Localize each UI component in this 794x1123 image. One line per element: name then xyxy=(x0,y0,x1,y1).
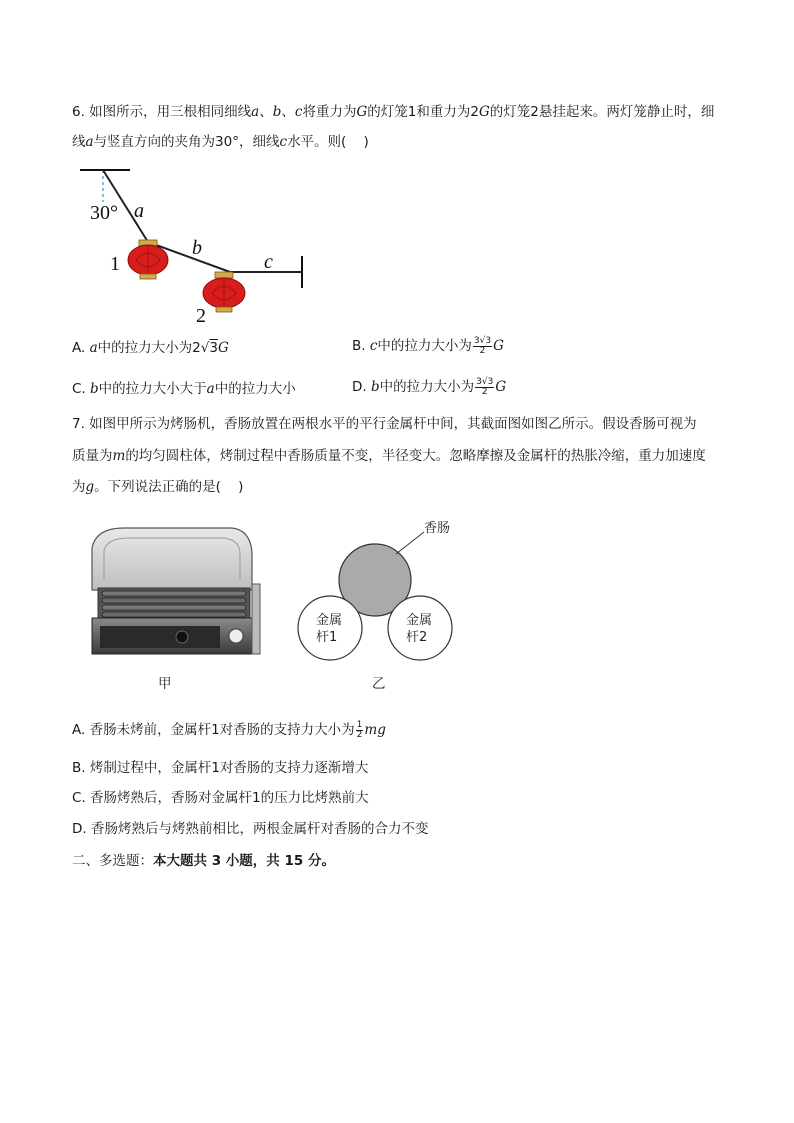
q6-stem-line1 xyxy=(72,102,714,122)
option-text: 中的拉力大小为2 xyxy=(97,340,201,356)
q7-stem-line1 xyxy=(72,414,697,434)
q6-text: 6. 如图所示，用三根相同细线 xyxy=(72,104,252,120)
q7-option-d[interactable] xyxy=(72,819,428,839)
caption-text: 甲 xyxy=(158,676,172,692)
sqrt-radicand: 3 xyxy=(209,340,218,356)
q6-text: 与竖直方向的夹角为30°，细线 xyxy=(93,134,280,150)
option-text: D. 香肠烤熟后与烤熟前相比，两根金属杆对香肠的合力不变 xyxy=(72,821,429,837)
q7-stem-line3 xyxy=(72,477,243,497)
q6-text: 的灯笼1和重力为2 xyxy=(367,104,479,120)
q6-option-b[interactable] xyxy=(352,336,504,356)
section-2-heading xyxy=(72,851,335,871)
q7-text: 7. 如图甲所示为烤肠机，香肠放置在两根水平的平行金属杆中间，其截面图如图乙所示。假设香肠可视为 xyxy=(72,416,697,432)
sausage-grill-photo xyxy=(84,520,264,662)
q6-text: 线 xyxy=(72,134,86,150)
var-a: a xyxy=(206,381,215,397)
fraction-numerator: 3√3 xyxy=(476,376,494,387)
option-text: 中的拉力大小为 xyxy=(379,379,475,395)
var-a: a xyxy=(85,134,94,150)
rope-c-label: c xyxy=(264,251,273,273)
figure-caption-yi xyxy=(372,674,386,694)
var-b: b xyxy=(272,104,282,120)
var-G: G xyxy=(493,338,504,354)
cross-section-diagram xyxy=(292,512,472,662)
option-text: 中的拉力大小为 xyxy=(377,338,472,354)
sausage-label: 香肠 xyxy=(424,521,451,536)
q7-text: 。下列说法正确的是( ) xyxy=(94,479,244,495)
lantern-1 xyxy=(128,240,168,279)
fraction xyxy=(356,721,364,740)
q7-option-b[interactable] xyxy=(72,758,368,778)
option-letter: A. xyxy=(72,340,90,356)
var-g: g xyxy=(85,479,95,495)
fraction-denominator: 2 xyxy=(481,386,488,397)
option-letter: D. xyxy=(352,379,371,395)
q6-text: 的灯笼2悬挂起来。两灯笼静止时，细 xyxy=(489,104,715,120)
q7-text: 的均匀圆柱体，烤制过程中香肠质量不变，半径变大。忽略摩擦及金属杆的热胀冷缩，重力加速度 xyxy=(125,448,706,464)
var-m: m xyxy=(112,448,126,464)
rope-a-label: a xyxy=(134,200,144,222)
fraction-denominator: 2 xyxy=(479,345,486,356)
rod-1-label-line2: 杆1 xyxy=(316,630,338,645)
sausage-leader-line xyxy=(396,532,424,554)
q6-option-c[interactable] xyxy=(72,379,296,399)
option-text: B. 烤制过程中，金属杆1对香肠的支持力逐渐增大 xyxy=(72,760,369,776)
option-text: A. 香肠未烤前，金属杆1对香肠的支持力大小为 xyxy=(72,722,355,738)
rope-b-label: b xyxy=(192,237,202,259)
sqrt-sign: √ xyxy=(200,340,210,356)
option-text: 中的拉力大小 xyxy=(214,381,296,397)
rod-2-circle xyxy=(388,596,452,660)
q7-text: 为 xyxy=(72,479,86,495)
fraction-numerator: 3√3 xyxy=(473,335,492,346)
angle-label: 30° xyxy=(90,202,118,224)
rod-1-circle xyxy=(298,596,362,660)
option-letter: B. xyxy=(352,338,370,354)
q7-option-a[interactable] xyxy=(72,720,386,740)
q7-stem-line2 xyxy=(72,446,706,466)
q6-option-d[interactable] xyxy=(352,377,506,397)
q6-text: 、 xyxy=(281,104,295,120)
var-a: a xyxy=(251,104,260,120)
var-G: G xyxy=(217,340,229,356)
fraction xyxy=(475,378,494,397)
fraction-denominator: 2 xyxy=(356,729,363,740)
figure-caption-jia xyxy=(158,674,172,694)
section-description: 本大题共 3 小题，共 15 分。 xyxy=(153,853,335,869)
var-c: c xyxy=(294,104,303,120)
section-prefix: 二、多选题： xyxy=(72,853,153,869)
option-letter: C. xyxy=(72,381,91,397)
option-text: C. 香肠烤熟后，香肠对金属杆1的压力比烤熟前大 xyxy=(72,790,369,806)
q6-text: 将重力为 xyxy=(302,104,357,120)
var-c: c xyxy=(279,134,288,150)
var-b: b xyxy=(370,379,380,395)
q7-text: 质量为 xyxy=(72,448,113,464)
q6-option-a[interactable] xyxy=(72,338,229,358)
var-mg: mg xyxy=(364,722,386,738)
var-c: c xyxy=(369,338,378,354)
option-text: 中的拉力大小大于 xyxy=(98,381,207,397)
var-G: G xyxy=(478,104,490,120)
rod-1-label-line1: 金属 xyxy=(316,613,343,628)
q6-stem-line2 xyxy=(72,132,369,152)
var-G: G xyxy=(356,104,368,120)
lantern-1-label: 1 xyxy=(110,253,120,275)
caption-text: 乙 xyxy=(372,676,386,692)
var-G: G xyxy=(495,379,507,395)
q7-option-c[interactable] xyxy=(72,788,369,808)
rod-2-label-line2: 杆2 xyxy=(406,630,428,645)
var-a: a xyxy=(89,340,98,356)
q6-text: 、 xyxy=(259,104,273,120)
lantern-2 xyxy=(203,272,245,312)
q6-text: 水平。则( ) xyxy=(287,134,369,150)
fraction xyxy=(473,337,492,356)
lantern-figure xyxy=(70,162,320,332)
fraction-numerator: 1 xyxy=(356,719,363,730)
var-b: b xyxy=(90,381,99,397)
rod-2-label-line1: 金属 xyxy=(406,613,433,628)
lantern-2-label: 2 xyxy=(196,305,206,327)
